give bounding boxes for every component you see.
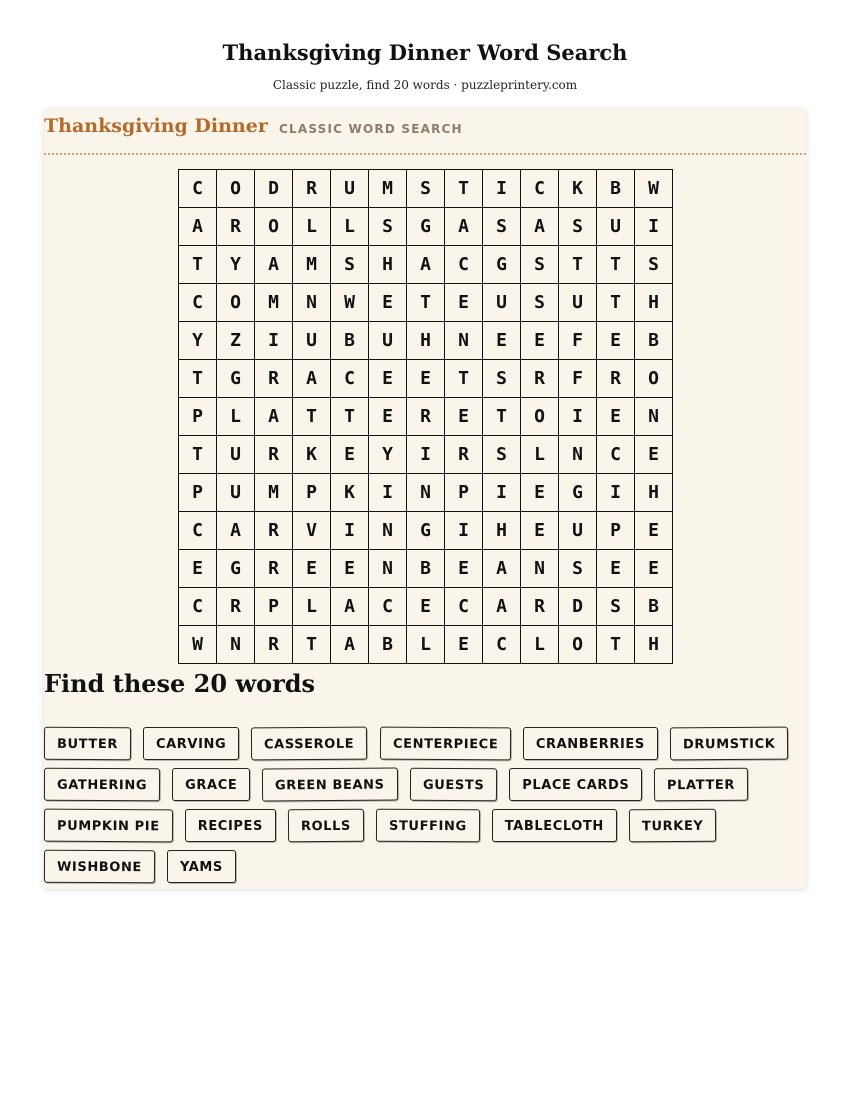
grid-cell[interactable]: R [217, 208, 255, 246]
grid-cell[interactable]: N [635, 398, 673, 436]
word-chip: YAMS [167, 850, 236, 883]
grid-cell[interactable]: E [445, 398, 483, 436]
grid-cell[interactable]: U [597, 208, 635, 246]
word-chip: DRUMSTICK [670, 727, 789, 761]
grid-cell[interactable]: P [293, 474, 331, 512]
grid-cell[interactable]: T [445, 170, 483, 208]
word-chip: BUTTER [44, 727, 131, 760]
word-chip: WISHBONE [44, 850, 155, 884]
grid-cell[interactable]: S [597, 588, 635, 626]
grid-cell[interactable]: P [179, 474, 217, 512]
grid-cell[interactable]: A [255, 398, 293, 436]
word-chip: TURKEY [629, 809, 717, 843]
grid-cell[interactable]: U [331, 170, 369, 208]
grid-cell[interactable]: H [635, 626, 673, 664]
grid-cell[interactable]: N [559, 436, 597, 474]
grid-cell[interactable]: L [407, 626, 445, 664]
grid-cell[interactable]: B [369, 626, 407, 664]
grid-cell[interactable]: P [255, 588, 293, 626]
puzzle-card [44, 109, 806, 889]
grid-cell[interactable]: I [369, 474, 407, 512]
grid-cell[interactable]: C [331, 360, 369, 398]
grid-cell[interactable]: N [217, 626, 255, 664]
grid-cell[interactable]: H [369, 246, 407, 284]
grid-cell[interactable]: E [445, 550, 483, 588]
grid-cell[interactable]: E [407, 588, 445, 626]
grid-cell[interactable]: C [179, 588, 217, 626]
grid-cell[interactable]: A [483, 550, 521, 588]
grid-cell[interactable]: H [407, 322, 445, 360]
grid-cell[interactable]: N [445, 322, 483, 360]
grid-cell[interactable]: O [255, 208, 293, 246]
grid-cell[interactable]: T [483, 398, 521, 436]
grid-cell[interactable]: A [521, 208, 559, 246]
grid-cell[interactable]: T [559, 246, 597, 284]
grid-cell[interactable]: T [293, 626, 331, 664]
card-header [44, 109, 806, 155]
grid-cell[interactable]: L [217, 398, 255, 436]
grid-cell[interactable]: C [445, 588, 483, 626]
grid-cell[interactable]: S [407, 170, 445, 208]
grid-cell[interactable]: R [255, 360, 293, 398]
grid-cell[interactable]: A [483, 588, 521, 626]
grid-cell[interactable]: A [179, 208, 217, 246]
word-list [44, 727, 814, 883]
grid-cell[interactable]: E [635, 550, 673, 588]
grid-cell[interactable]: D [559, 588, 597, 626]
grid-cell[interactable]: O [635, 360, 673, 398]
grid-cell[interactable]: R [255, 550, 293, 588]
grid-cell[interactable]: R [597, 360, 635, 398]
grid-cell[interactable]: A [407, 246, 445, 284]
card-tag: CLASSIC WORD SEARCH [279, 122, 463, 136]
word-chip: CASSEROLE [251, 727, 367, 761]
grid-cell[interactable]: I [255, 322, 293, 360]
grid-cell[interactable]: E [597, 550, 635, 588]
word-chip: CENTERPIECE [379, 727, 510, 761]
grid-cell[interactable]: K [293, 436, 331, 474]
grid-cell[interactable]: U [217, 474, 255, 512]
grid-cell[interactable]: A [217, 512, 255, 550]
grid-cell[interactable]: T [597, 626, 635, 664]
grid-cell[interactable]: T [445, 360, 483, 398]
grid-cell[interactable]: C [179, 512, 217, 550]
grid-cell[interactable]: E [369, 398, 407, 436]
grid-cell[interactable]: E [635, 436, 673, 474]
grid-cell[interactable]: T [597, 246, 635, 284]
grid-cell[interactable]: E [445, 284, 483, 322]
grid-cell[interactable]: P [597, 512, 635, 550]
grid-cell[interactable]: W [331, 284, 369, 322]
grid-cell[interactable]: E [331, 550, 369, 588]
grid-cell[interactable]: E [407, 360, 445, 398]
grid-cell[interactable]: R [217, 588, 255, 626]
grid-cell[interactable]: K [331, 474, 369, 512]
page-title: Thanksgiving Dinner Word Search [222, 40, 628, 65]
grid-cell[interactable]: S [635, 246, 673, 284]
grid-cell[interactable]: I [483, 474, 521, 512]
grid-cell[interactable]: S [559, 208, 597, 246]
grid-cell[interactable]: E [597, 398, 635, 436]
grid-cell[interactable]: H [635, 474, 673, 512]
word-chip: PUMPKIN PIE [44, 809, 173, 843]
grid-cell[interactable]: N [407, 474, 445, 512]
grid-cell[interactable]: O [521, 398, 559, 436]
grid-cell[interactable]: S [483, 208, 521, 246]
grid-cell[interactable]: S [521, 246, 559, 284]
grid-cell[interactable]: T [407, 284, 445, 322]
grid-cell[interactable]: E [179, 550, 217, 588]
grid-cell[interactable]: Y [369, 436, 407, 474]
grid-cell[interactable]: C [521, 170, 559, 208]
grid-cell[interactable]: N [521, 550, 559, 588]
grid-cell[interactable]: G [407, 208, 445, 246]
grid-cell[interactable]: E [331, 436, 369, 474]
grid-cell[interactable]: N [369, 550, 407, 588]
grid-cell[interactable]: H [635, 284, 673, 322]
grid-cell[interactable]: P [445, 474, 483, 512]
grid-cell[interactable]: N [293, 284, 331, 322]
grid-cell[interactable]: Y [179, 322, 217, 360]
grid-cell[interactable]: C [597, 436, 635, 474]
grid-cell[interactable]: C [179, 170, 217, 208]
grid-cell[interactable]: E [369, 284, 407, 322]
grid-cell[interactable]: V [293, 512, 331, 550]
page-subtitle: Classic puzzle, find 20 words · puzzleprintery.com [272, 78, 578, 92]
grid-cell[interactable]: I [445, 512, 483, 550]
word-chip: ROLLS [288, 809, 364, 843]
grid-cell[interactable]: I [331, 512, 369, 550]
grid-cell[interactable]: U [483, 284, 521, 322]
grid-cell[interactable]: E [293, 550, 331, 588]
grid-cell[interactable]: A [445, 208, 483, 246]
grid-cell[interactable]: Z [217, 322, 255, 360]
grid-cell[interactable]: B [407, 550, 445, 588]
grid-cell[interactable]: E [521, 474, 559, 512]
grid-cell[interactable]: I [597, 474, 635, 512]
grid-cell[interactable]: C [179, 284, 217, 322]
grid-cell[interactable]: L [521, 436, 559, 474]
grid-cell[interactable]: S [521, 284, 559, 322]
word-chip: GREEN BEANS [262, 768, 398, 802]
word-chip: GATHERING [44, 768, 160, 802]
grid-cell[interactable]: B [635, 322, 673, 360]
grid-cell[interactable]: S [369, 208, 407, 246]
grid-cell[interactable]: B [597, 170, 635, 208]
grid-cell[interactable]: G [407, 512, 445, 550]
grid-cell[interactable]: S [331, 246, 369, 284]
grid-cell[interactable]: I [483, 170, 521, 208]
grid-cell[interactable]: M [255, 474, 293, 512]
grid-cell[interactable]: I [559, 398, 597, 436]
grid-cell[interactable]: L [293, 208, 331, 246]
grid-cell[interactable]: S [483, 436, 521, 474]
grid-cell[interactable]: R [521, 360, 559, 398]
card-title: Thanksgiving Dinner [44, 115, 268, 137]
grid-cell[interactable]: E [445, 626, 483, 664]
grid-cell[interactable]: T [597, 284, 635, 322]
word-chip: TABLECLOTH [492, 809, 617, 842]
grid-cell[interactable]: U [369, 322, 407, 360]
grid-cell[interactable]: T [179, 436, 217, 474]
grid-cell[interactable]: R [445, 436, 483, 474]
grid-cell[interactable]: E [483, 322, 521, 360]
grid-cell[interactable]: B [635, 588, 673, 626]
grid-cell[interactable]: C [445, 246, 483, 284]
grid-cell[interactable]: A [255, 246, 293, 284]
grid-cell[interactable]: G [483, 246, 521, 284]
grid-cell[interactable]: S [483, 360, 521, 398]
grid-cell[interactable]: T [293, 398, 331, 436]
grid-cell[interactable]: L [331, 208, 369, 246]
word-chip: RECIPES [185, 809, 276, 842]
grid-cell[interactable]: M [293, 246, 331, 284]
grid-cell[interactable]: E [521, 512, 559, 550]
grid-cell[interactable]: R [293, 170, 331, 208]
grid-cell[interactable]: G [217, 550, 255, 588]
grid-cell[interactable]: C [369, 588, 407, 626]
grid-cell[interactable]: T [331, 398, 369, 436]
grid-cell[interactable]: A [331, 588, 369, 626]
grid-cell[interactable]: U [559, 284, 597, 322]
grid-cell[interactable]: W [635, 170, 673, 208]
word-chip: CARVING [143, 727, 239, 760]
grid-cell[interactable]: R [521, 588, 559, 626]
grid-cell[interactable]: M [255, 284, 293, 322]
grid-cell[interactable]: W [179, 626, 217, 664]
grid-cell[interactable]: O [559, 626, 597, 664]
grid-cell[interactable]: I [635, 208, 673, 246]
grid-cell[interactable]: E [521, 322, 559, 360]
grid-cell[interactable]: T [179, 246, 217, 284]
grid-cell[interactable]: C [483, 626, 521, 664]
grid-cell[interactable]: S [559, 550, 597, 588]
letter-grid [178, 169, 673, 664]
word-chip: PLACE CARDS [509, 768, 642, 801]
grid-cell[interactable]: A [293, 360, 331, 398]
grid-cell[interactable]: R [407, 398, 445, 436]
grid-cell[interactable]: M [369, 170, 407, 208]
word-chip: STUFFING [376, 809, 480, 843]
grid-cell[interactable]: U [559, 512, 597, 550]
grid-cell[interactable]: E [369, 360, 407, 398]
grid-cell[interactable]: G [217, 360, 255, 398]
word-chip: GUESTS [410, 768, 497, 801]
grid-cell[interactable]: O [217, 284, 255, 322]
grid-cell[interactable]: O [217, 170, 255, 208]
grid-cell[interactable]: F [559, 322, 597, 360]
grid-cell[interactable]: F [559, 360, 597, 398]
page-header [0, 0, 850, 93]
grid-cell[interactable]: T [179, 360, 217, 398]
grid-cell[interactable]: U [293, 322, 331, 360]
grid-cell[interactable]: K [559, 170, 597, 208]
grid-cell[interactable]: L [293, 588, 331, 626]
grid-cell[interactable]: A [331, 626, 369, 664]
grid-cell[interactable]: N [369, 512, 407, 550]
grid-cell[interactable]: E [597, 322, 635, 360]
grid-cell[interactable]: R [255, 512, 293, 550]
grid-cell[interactable]: I [407, 436, 445, 474]
grid-cell[interactable]: R [255, 626, 293, 664]
word-chip: PLATTER [654, 768, 748, 802]
word-list-heading: Find these 20 words [44, 669, 316, 698]
grid-cell[interactable]: R [255, 436, 293, 474]
grid-cell[interactable]: E [635, 512, 673, 550]
grid-cell[interactable]: B [331, 322, 369, 360]
word-chip: GRACE [172, 768, 250, 801]
word-chip: CRANBERRIES [523, 727, 658, 760]
grid-cell[interactable]: P [179, 398, 217, 436]
grid-cell[interactable]: U [217, 436, 255, 474]
grid-cell[interactable]: G [559, 474, 597, 512]
grid-cell[interactable]: D [255, 170, 293, 208]
grid-cell[interactable]: H [483, 512, 521, 550]
grid-cell[interactable]: Y [217, 246, 255, 284]
grid-cell[interactable]: L [521, 626, 559, 664]
